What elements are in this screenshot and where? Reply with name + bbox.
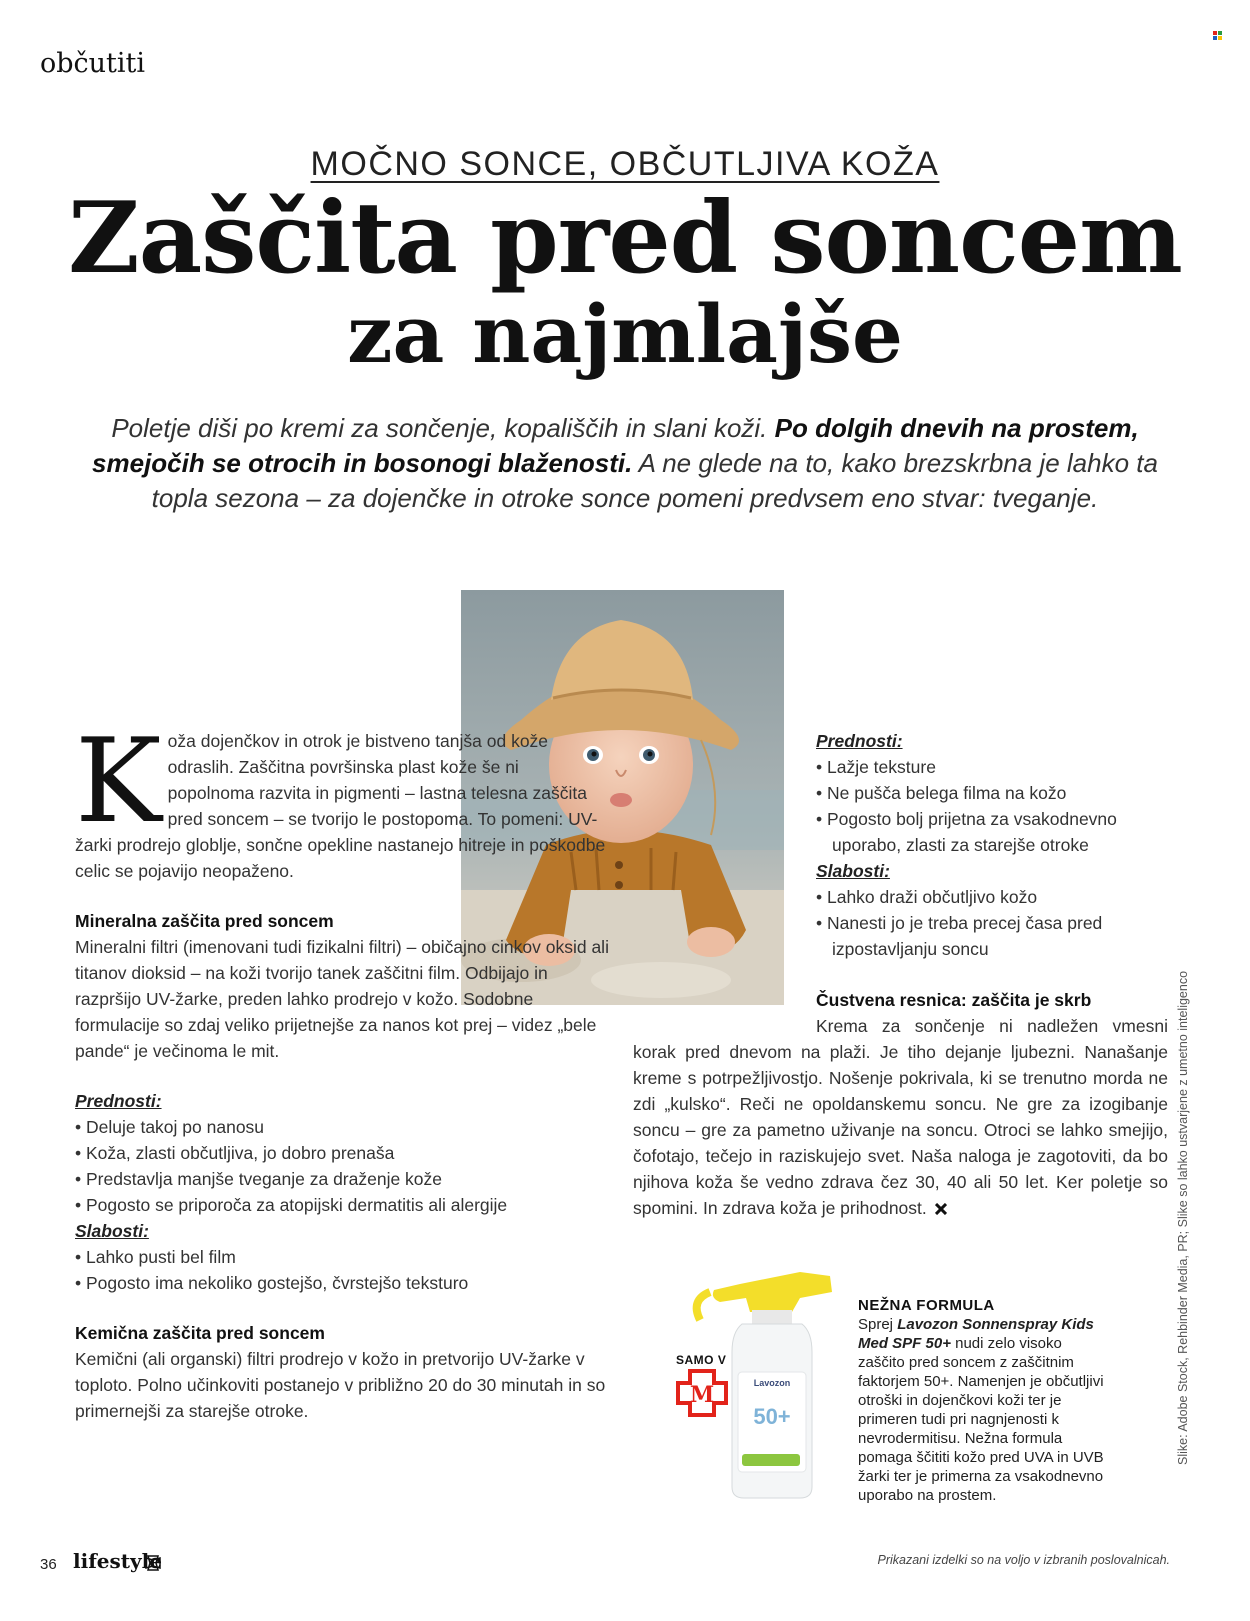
magazine-name: lifestyle (73, 1549, 162, 1573)
article-title-line1: Zaščita pred soncem (68, 181, 1182, 296)
list-item: • Nanesti jo je treba precej časa pred izpostavljanju soncu (816, 913, 1103, 959)
chemical-text: Kemični (ali organski) filtri prodrejo v kožo in pretvorijo UV-žarke v toploto. Polno učinkoviti postanejo v približno 20 do 30 minutah in so primernejši za starejše otroke. (75, 1349, 606, 1421)
mineral-cons-label: Slabosti: (75, 1221, 149, 1241)
list-item: • Predstavlja manjše tveganje za draženje kože (75, 1169, 443, 1189)
product-name: Lavozon Sonnenspray Kids Med SPF 50+ (858, 1316, 1094, 1352)
section-label: občutiti (40, 48, 146, 79)
chemical-pros-label: Prednosti: (816, 731, 903, 751)
mineral-pros-label: Prednosti: (75, 1091, 162, 1111)
list-item: • Deluje takoj po nanosu (75, 1117, 265, 1137)
list-item: • Pogosto ima nekoliko gostejšo, čvrstejšo teksturo (75, 1273, 469, 1293)
list-item: • Lažje teksture (816, 757, 936, 777)
mineral-heading: Mineralna zaščita pred soncem (75, 911, 334, 931)
intro-paragraph: Koža dojenčkov in otrok je bistveno tanjša od kože odraslih. Zaščitna površinska plast kože še ni popolnoma razvita in pigmenti – lastna telesna zaščita pred soncem – se tvorijo le postopoma. To pomeni: UV-žarki prodrejo globlje, sončne opekline nastanejo hitreje in poškodbe celic se pojavijo neopaženo. (75, 714, 606, 881)
right-column-bottom (633, 987, 1168, 1221)
article-kicker: MOČNO SONCE, OBČUTLJIVA KOŽA (310, 145, 940, 183)
right-column-top (816, 728, 1168, 962)
list-item: • Pogosto se priporoča za atopijski dermatitis ali alergije (75, 1195, 508, 1215)
chemical-heading: Kemična zaščita pred soncem (75, 1323, 325, 1343)
bottle-brand: Lavozon (753, 1378, 791, 1388)
article-title-line2: za najmlajše (347, 287, 903, 381)
dm-logo-letter: M (689, 1382, 715, 1408)
product-description: NEŽNA FORMULA Sprej Lavozon Sonnenspray Kids Med SPF 50+ nudi zelo visoko zaščito pred soncem z zaščitnim faktorjem 50+. Namenjen je občutljivi otroški in dojenčkovi koži ter je primeren tudi pri nagnjenosti k nevrodermitisu. Nežna formula pomaga ščititi kožo pred UVA in UVB žarki ter je primerna za vsakodnevno uporabo na prostem. (858, 1296, 1108, 1505)
store-label: SAMO V (676, 1353, 727, 1367)
dm-logo-icon (676, 1369, 728, 1417)
photo-credits: Slike: Adobe Stock, Rehbinder Media, PR; Slike so lahko ustvarjene z umetno inteligenco (1176, 970, 1190, 1465)
product-title: NEŽNA FORMULA (858, 1297, 995, 1314)
chemical-cons-label: Slabosti: (816, 861, 890, 881)
list-item: • Pogosto bolj prijetna za vsakodnevno uporabo, zlasti za starejše otroke (816, 809, 1117, 855)
footer-disclaimer: Prikazani izdelki so na voljo v izbranih poslovalnicah. (877, 1553, 1170, 1567)
article-lead: Poletje diši po kremi za sončenje, kopališčih in slani koži. Po dolgih dnevih na prostem, smejočih se otrocih in bosonogi blaženosti. A ne glede na to, kako brezskrbna je lahko ta topla sezona – za dojenčke in otroke sonce pomeni predvsem eno stvar: tveganje. (92, 413, 1158, 513)
bottle-spf: 50+ (753, 1404, 791, 1429)
decorative-cross-icon (145, 1555, 161, 1571)
emotional-text: Krema za sončenje ni nadležen vmesni korak pred dnevom na plaži. Je tiho dejanje ljubezni. Nanašanje kreme s potrpežljivostjo. Nošenje pokrivala, ki se trenutno morda ne zdi „kulsko“. Reči ne opoldanskemu soncu. Ne gre za izogibanje soncu – gre za pametno uživanje na soncu. Otroci se lahko smejijo, čofotajo, tečejo in raziskujejo svet. Naša naloga je zagotoviti, da bo njihova koža še vedno zdrava čez 30, 40 ali 50 let. Ker poletje so spomini. In zdrava koža je prihodnost. (633, 1016, 1168, 1218)
mineral-text: Mineralni filtri (imenovani tudi fizikalni filtri) – običajno cinkov oksid ali titanov dioksid – na koži tvorijo tanek zaščitni film. Odbijajo in razpršijo UV-žarke, preden lahko prodrejo v kožo. Sodobne formulacije so zdaj veliko prijetnejše za nanos kot prej – videz „bele pande“ je večinoma le mit. (75, 937, 609, 1061)
decorative-cross-icon (935, 1203, 947, 1215)
left-column (75, 714, 610, 1424)
page-number: 36 (40, 1556, 57, 1573)
drop-cap: K (75, 714, 162, 849)
list-item: • Lahko draži občutljivo kožo (816, 887, 1038, 907)
lead-bold: Po dolgih dnevih na prostem, smejočih se otrocih in bosonogi blaženosti. (92, 413, 1139, 478)
list-item: • Ne pušča belega filma na kožo (816, 783, 1067, 803)
list-item: • Koža, zlasti občutljiva, jo dobro prenaša (75, 1143, 395, 1163)
color-dots-icon (1213, 31, 1223, 41)
list-item: • Lahko pusti bel film (75, 1247, 236, 1267)
emotional-heading: Čustvena resnica: zaščita je skrb (816, 990, 1092, 1010)
